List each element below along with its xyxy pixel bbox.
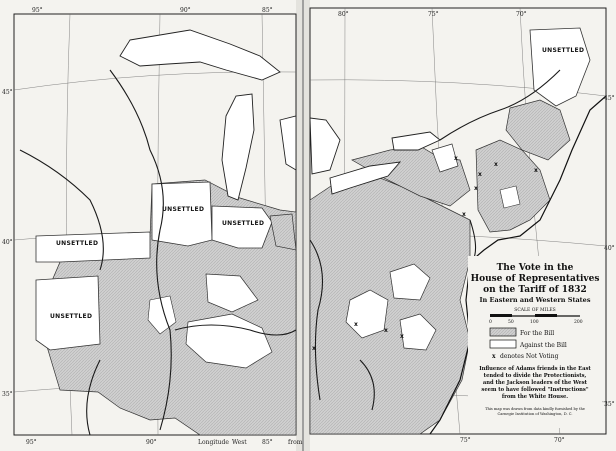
legend-note-line: tended to divide the Protectionists, (483, 373, 587, 379)
not-voting-marker: x (354, 321, 359, 328)
longitude-label: 95° (32, 7, 43, 14)
scale-bar-segment (535, 314, 557, 317)
right-for-region (310, 168, 470, 434)
longitude-label: 75° (428, 11, 439, 18)
not-voting-marker: x (494, 161, 499, 168)
not-voting-marker: x (474, 185, 479, 192)
scale-tick: 0 (489, 320, 492, 325)
longitude-label: 75° (460, 437, 471, 444)
not-voting-symbol: x (492, 353, 496, 360)
legend-note-line: and the Jackson leaders of the West (482, 380, 588, 386)
legend-title-line: on the Tariff of 1832 (483, 285, 587, 295)
latitude-label: 45° (604, 95, 615, 102)
unsettled-label: UNSETTLED (56, 240, 99, 247)
latitude-label: 40° (604, 245, 615, 252)
longitude-label: 80° (338, 11, 349, 18)
legend-note-line: seem to have followed "Instructions" (481, 387, 589, 393)
not-voting-marker: x (462, 211, 467, 218)
legend-against-label: Against the Bill (520, 342, 567, 349)
credit-line: This map was drawn from data kindly furnished by the (485, 407, 585, 411)
legend-subtitle: In Eastern and Western States (479, 296, 591, 304)
longitude-label: 85° (262, 439, 273, 446)
latitude-label: 40° (2, 239, 13, 246)
unsettled-area-illinois (212, 206, 272, 248)
scale-tick: 50 (508, 320, 514, 325)
legend-note-line: Influence of Adams friends in the East (479, 366, 591, 372)
longitude-label: 90° (180, 7, 191, 14)
not-voting-marker: x (478, 171, 483, 178)
latitude-label: 35° (2, 391, 13, 398)
not-voting-marker: x (312, 345, 317, 352)
longitude-label: 95° (26, 439, 37, 446)
unsettled-label: UNSETTLED (222, 220, 265, 227)
longitude-label: 70° (554, 437, 565, 444)
unsettled-label: UNSETTLED (542, 47, 585, 54)
legend-not-voting-label: denotes Not Voting (500, 353, 559, 360)
longitude-caption: from (288, 439, 303, 446)
legend-for-swatch (490, 328, 516, 336)
legend-title-line: House of Representatives (470, 274, 600, 284)
longitude-caption: Longitude (198, 439, 229, 446)
unsettled-area-iowa (36, 232, 150, 262)
unsettled-area-wisconsin (152, 182, 212, 246)
longitude-caption: West (232, 439, 247, 446)
longitude-label: 90° (146, 439, 157, 446)
not-voting-marker: x (534, 167, 539, 174)
credit-line: Carnegie Institution of Washington, D. C. (497, 412, 573, 416)
latitude-label: 35° (604, 401, 615, 408)
legend-against-swatch (490, 340, 516, 348)
longitude-label: 85° (262, 7, 273, 14)
right-against-district (500, 186, 520, 208)
latitude-label: 45° (2, 89, 13, 96)
longitude-label: 70° (516, 11, 527, 18)
scale-tick: 200 (574, 320, 583, 325)
unsettled-label: UNSETTLED (162, 206, 205, 213)
not-voting-marker: x (454, 155, 459, 162)
not-voting-marker: x (384, 327, 389, 334)
not-voting-marker: x (400, 333, 405, 340)
legend-note-line: from the White House. (501, 394, 569, 400)
unsettled-label: UNSETTLED (50, 313, 93, 320)
legend-title-line: The Vote in the (496, 263, 574, 273)
scale-bar-segment (490, 314, 512, 317)
legend-for-label: For the Bill (520, 330, 555, 337)
scale-label: SCALE OF MILES (514, 308, 556, 313)
scale-tick: 100 (530, 320, 539, 325)
